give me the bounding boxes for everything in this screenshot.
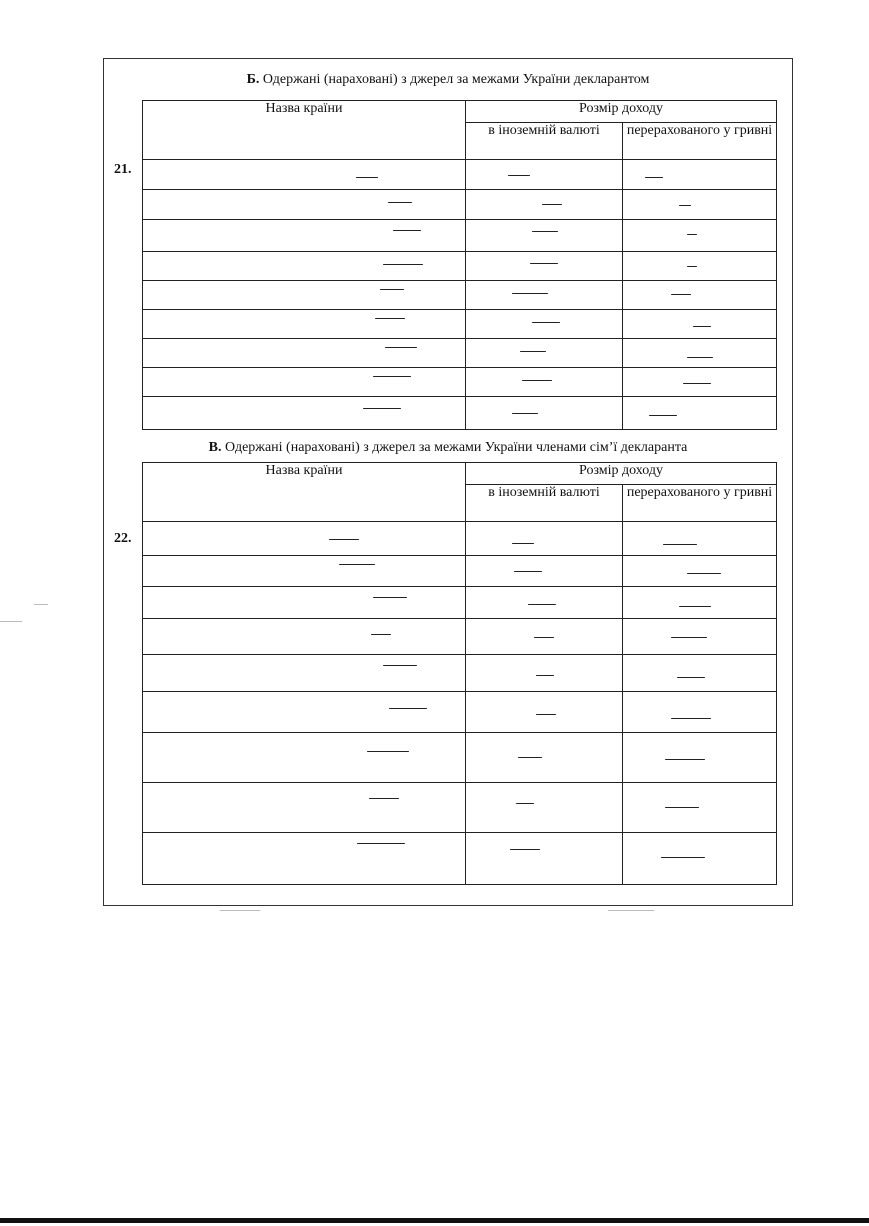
dash-mark [522, 380, 552, 381]
country-cell [143, 281, 466, 310]
dash-mark [661, 857, 705, 858]
country-cell [143, 692, 466, 733]
foreign-currency-cell [466, 160, 623, 190]
section-b-title-text: Одержані (нараховані) з джерел за межами України декларантом [262, 72, 650, 87]
table-row [143, 783, 777, 833]
declaration-page-frame [103, 58, 793, 906]
section-v-title-text: Одержані (нараховані) з джерел за межами України членами сім’ї декларанта [225, 440, 688, 455]
uah-cell [623, 692, 777, 733]
dash-mark [542, 204, 562, 205]
foreign-currency-cell [466, 587, 623, 619]
dash-mark [388, 202, 412, 203]
foreign-currency-cell [466, 397, 623, 430]
foreign-currency-cell [466, 655, 623, 692]
dash-mark [389, 708, 427, 709]
table-row [143, 281, 777, 310]
country-cell [143, 397, 466, 430]
table-row [143, 522, 777, 556]
dash-mark [528, 604, 556, 605]
table-row [143, 655, 777, 692]
dash-mark [534, 637, 554, 638]
dash-mark [375, 318, 405, 319]
table-row [143, 833, 777, 885]
header-country-name: Назва країни [143, 463, 466, 522]
dash-mark [512, 543, 534, 544]
dash-mark [645, 177, 663, 178]
dash-mark [671, 718, 711, 719]
country-cell [143, 733, 466, 783]
scan-artifact [0, 621, 22, 622]
country-cell [143, 522, 466, 556]
header-country-name: Назва країни [143, 101, 466, 160]
dash-mark [693, 326, 711, 327]
foreign-currency-cell [466, 190, 623, 220]
uah-cell [623, 368, 777, 397]
foreign-income-table-declarant [142, 100, 777, 430]
foreign-currency-cell [466, 619, 623, 655]
dash-mark [679, 205, 691, 206]
table-row [143, 619, 777, 655]
dash-mark [356, 177, 378, 178]
uah-cell [623, 655, 777, 692]
section-b-title [104, 72, 792, 88]
table-row [143, 339, 777, 368]
section-v-prefix: В. [208, 440, 222, 455]
dash-mark [512, 413, 538, 414]
dash-mark [363, 408, 401, 409]
country-cell [143, 252, 466, 281]
foreign-income-table-family [142, 462, 777, 885]
dash-mark [516, 803, 534, 804]
dash-mark [383, 665, 417, 666]
uah-cell [623, 556, 777, 587]
dash-mark [677, 677, 705, 678]
table-row [143, 692, 777, 733]
dash-mark [665, 759, 705, 760]
dash-mark [665, 807, 699, 808]
dash-mark [687, 234, 697, 235]
dash-mark [532, 322, 560, 323]
uah-cell [623, 339, 777, 368]
dash-mark [649, 415, 677, 416]
dash-mark [536, 714, 556, 715]
scan-artifact [220, 910, 260, 911]
uah-cell [623, 733, 777, 783]
section-b-prefix: Б. [246, 72, 260, 87]
table-row [143, 190, 777, 220]
table-row [143, 252, 777, 281]
dash-mark [373, 376, 411, 377]
table-row [143, 220, 777, 252]
foreign-currency-cell [466, 339, 623, 368]
dash-mark [339, 564, 375, 565]
dash-mark [512, 293, 548, 294]
uah-cell [623, 619, 777, 655]
foreign-currency-cell [466, 281, 623, 310]
country-cell [143, 556, 466, 587]
dash-mark [371, 634, 391, 635]
table-row [143, 310, 777, 339]
dash-mark [383, 264, 423, 265]
uah-cell [623, 310, 777, 339]
uah-cell [623, 783, 777, 833]
header-foreign-currency: в іноземній валюті [466, 485, 623, 522]
table-row [143, 397, 777, 430]
dash-mark [518, 757, 542, 758]
dash-mark [367, 751, 409, 752]
dash-mark [671, 637, 707, 638]
row-number-21: 21. [114, 162, 132, 177]
dash-mark [532, 231, 558, 232]
dash-mark [385, 347, 417, 348]
dash-mark [508, 175, 530, 176]
foreign-currency-cell [466, 833, 623, 885]
uah-cell [623, 281, 777, 310]
uah-cell [623, 833, 777, 885]
country-cell [143, 190, 466, 220]
scan-artifact [608, 910, 654, 911]
country-cell [143, 220, 466, 252]
foreign-currency-cell [466, 556, 623, 587]
dash-mark [671, 294, 691, 295]
dash-mark [520, 351, 546, 352]
dash-mark [683, 383, 711, 384]
dash-mark [536, 675, 554, 676]
foreign-currency-cell [466, 252, 623, 281]
dash-mark [393, 230, 421, 231]
header-income-size: Розмір доходу [466, 101, 777, 123]
uah-cell [623, 522, 777, 556]
table-row [143, 556, 777, 587]
dash-mark [510, 849, 540, 850]
scan-artifact [34, 604, 48, 605]
dash-mark [514, 571, 542, 572]
dash-mark [530, 263, 558, 264]
dash-mark [357, 843, 405, 844]
country-cell [143, 655, 466, 692]
dash-mark [687, 357, 713, 358]
dash-mark [380, 289, 404, 290]
foreign-currency-cell [466, 783, 623, 833]
country-cell [143, 310, 466, 339]
foreign-currency-cell [466, 733, 623, 783]
uah-cell [623, 587, 777, 619]
table-row [143, 587, 777, 619]
dash-mark [663, 544, 697, 545]
scan-bottom-edge [0, 1218, 869, 1223]
section-v-title [104, 440, 792, 456]
header-foreign-currency: в іноземній валюті [466, 123, 623, 160]
country-cell [143, 833, 466, 885]
country-cell [143, 783, 466, 833]
dash-mark [373, 597, 407, 598]
foreign-currency-cell [466, 692, 623, 733]
foreign-currency-cell [466, 522, 623, 556]
row-number-22: 22. [114, 531, 132, 546]
table-row [143, 733, 777, 783]
dash-mark [687, 573, 721, 574]
foreign-currency-cell [466, 368, 623, 397]
table-row [143, 368, 777, 397]
uah-cell [623, 252, 777, 281]
dash-mark [329, 539, 359, 540]
dash-mark [369, 798, 399, 799]
foreign-currency-cell [466, 310, 623, 339]
dash-mark [687, 266, 697, 267]
country-cell [143, 339, 466, 368]
dash-mark [679, 606, 711, 607]
uah-cell [623, 397, 777, 430]
header-converted-uah: перерахованого у гривні [623, 485, 777, 522]
header-income-size: Розмір доходу [466, 463, 777, 485]
table-row [143, 160, 777, 190]
uah-cell [623, 160, 777, 190]
country-cell [143, 368, 466, 397]
country-cell [143, 160, 466, 190]
uah-cell [623, 220, 777, 252]
country-cell [143, 587, 466, 619]
foreign-currency-cell [466, 220, 623, 252]
country-cell [143, 619, 466, 655]
header-converted-uah: перерахованого у гривні [623, 123, 777, 160]
uah-cell [623, 190, 777, 220]
